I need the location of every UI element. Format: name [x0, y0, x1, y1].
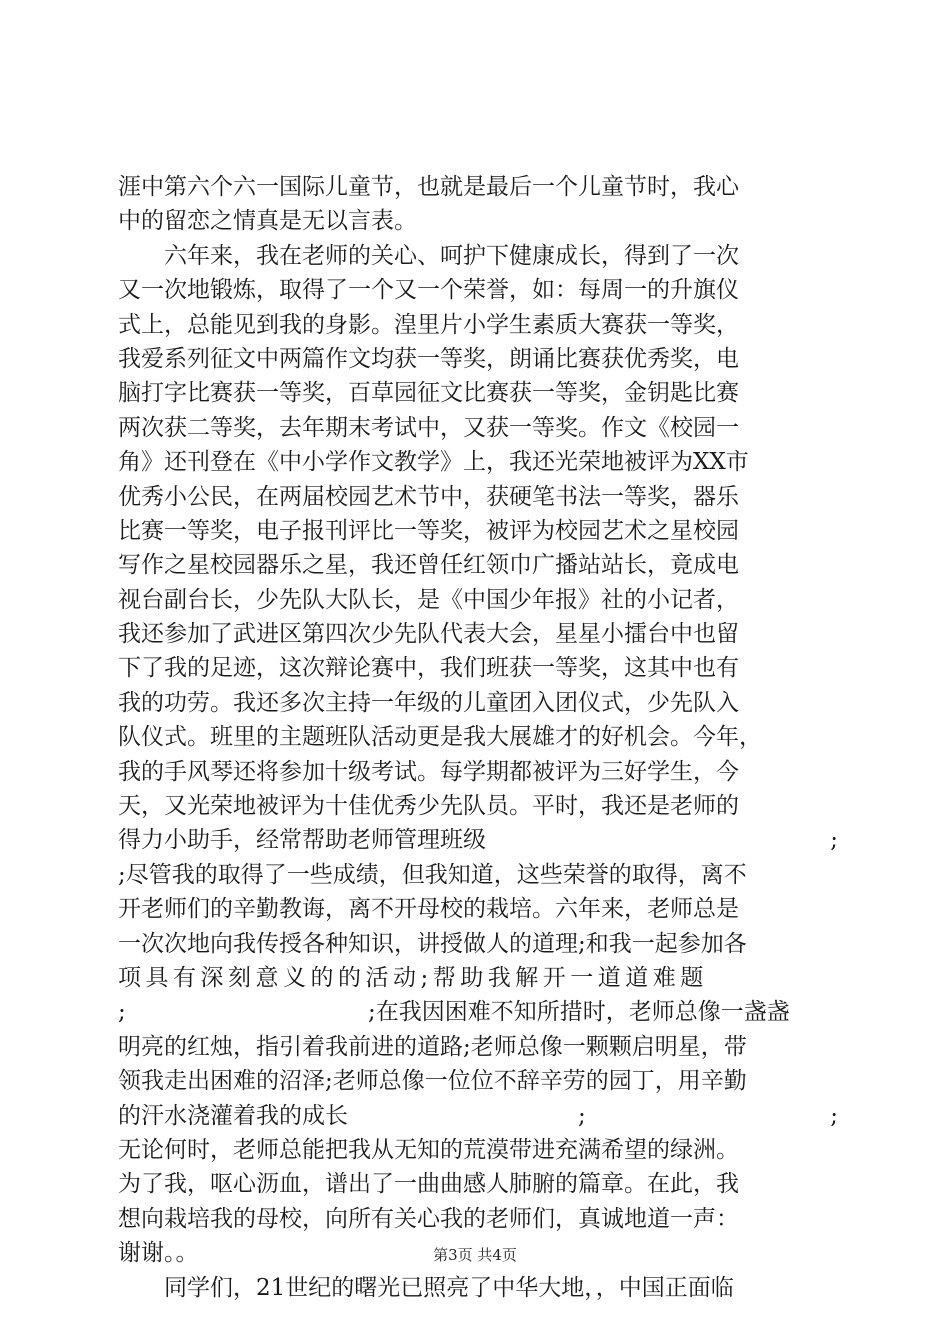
text-line: 想向栽培我的母校，向所有关心我的老师们，真诚地道一声：: [118, 1205, 739, 1232]
text-line: 又一次地锻炼，取得了一个又一个荣誉，如：每周一的升旗仪: [118, 277, 739, 304]
text-line: 比赛一等奖，电子报刊评比一等奖，被评为校园艺术之星校园: [118, 517, 739, 544]
text-line: 我的手风琴还将参加十级考试。每学期都被评为三好学生，今: [118, 758, 739, 785]
text-line: 队仪式。班里的主题班队活动更是我大展雄才的好机会。今年，: [118, 724, 762, 751]
text-line: 一次次地向我传授各种知识，讲授做人的道理;和我一起参加各: [118, 930, 747, 957]
text-line: 中的留恋之情真是无以言表。: [118, 208, 417, 235]
text-line: 为了我，呕心沥血，谱出了一曲曲感人肺腑的篇章。在此，我: [118, 1171, 739, 1198]
text-line: 写作之星校园器乐之星，我还曾任红领巾广播站站长，竟成电: [118, 552, 739, 579]
text-line: [118, 1099, 838, 1133]
text-segment: ;在我因困难不知所措时，老师总像一盏盏: [368, 999, 790, 1026]
text-line: 同学们，21世纪的曙光已照亮了中华大地，，中国正面临: [164, 1274, 734, 1301]
semicolon-mark: ;: [830, 827, 838, 854]
text-line: 涯中第六个六一国际儿童节，也就是最后一个儿童节时，我心: [118, 174, 739, 200]
text-line: 角》还刊登在《中小学作文教学》上，我还光荣地被评为XX市: [118, 449, 749, 476]
text-line: 两次获二等奖，去年期末考试中，又获一等奖。作文《校园一: [118, 414, 739, 441]
text-line: 优秀小公民，在两届校园艺术节中，获硬笔书法一等奖，器乐: [118, 483, 739, 510]
text-line: [118, 995, 838, 1029]
text-segment: [118, 1099, 586, 1133]
text-line: 谢谢。。: [118, 1240, 199, 1267]
text-line: 六年来，我在老师的关心、呵护下健康成长，得到了一次: [164, 242, 739, 269]
text-line: 脑打字比赛获一等奖，百草园征文比赛获一等奖，金钥匙比赛: [118, 380, 739, 407]
text-line: [118, 823, 838, 857]
text-segment: 的汗水浇灌着我的成长: [118, 1102, 348, 1129]
text-line: 明亮的红烛，指引着我前进的道路;老师总像一颗颗启明星，带: [118, 1033, 747, 1060]
text-line: 下了我的足迹，这次辩论赛中，我们班获一等奖，这其中也有: [118, 655, 739, 682]
text-line: 我还参加了武进区第四次少先队代表大会，星星小擂台中也留: [118, 621, 739, 648]
semicolon-mark: ;: [830, 1102, 838, 1129]
text-line: 我的功劳。我还多次主持一年级的儿童团入团仪式，少先队入: [118, 689, 739, 716]
text-line: 项具有深刻意义的的活动;帮助我解开一道道难题: [118, 964, 708, 991]
document-body: [118, 170, 838, 1305]
text-line: 我爱系列征文中两篇作文均获一等奖，朗诵比赛获优秀奖，电: [118, 345, 739, 372]
semicolon-mark: ;: [118, 999, 126, 1026]
text-line: 天，又光荣地被评为十佳优秀少先队员。平时，我还是老师的: [118, 793, 739, 820]
text-line: 视台副台长，少先队大队长，是《中国少年报》社的小记者，: [118, 586, 739, 613]
text-segment: 得力小助手，经常帮助老师管理班级: [118, 827, 486, 854]
text-line: 领我走出困难的沼泽;老师总像一位位不辞辛劳的园丁，用辛勤: [118, 1068, 747, 1095]
page-footer: 第3页 共4页: [433, 1246, 517, 1264]
text-line: 无论何时，老师总能把我从无知的荒漠带进充满希望的绿洲。: [118, 1136, 739, 1163]
text-line: 开老师们的辛勤教诲，离不开母校的栽培。六年来，老师总是: [118, 896, 739, 923]
text-line: ;尽管我的取得了一些成绩，但我知道，这些荣誉的取得，离不: [118, 861, 747, 888]
semicolon-mark: ;: [578, 1102, 586, 1129]
text-line: 式上，总能见到我的身影。湟里片小学生素质大赛获一等奖，: [118, 311, 739, 338]
